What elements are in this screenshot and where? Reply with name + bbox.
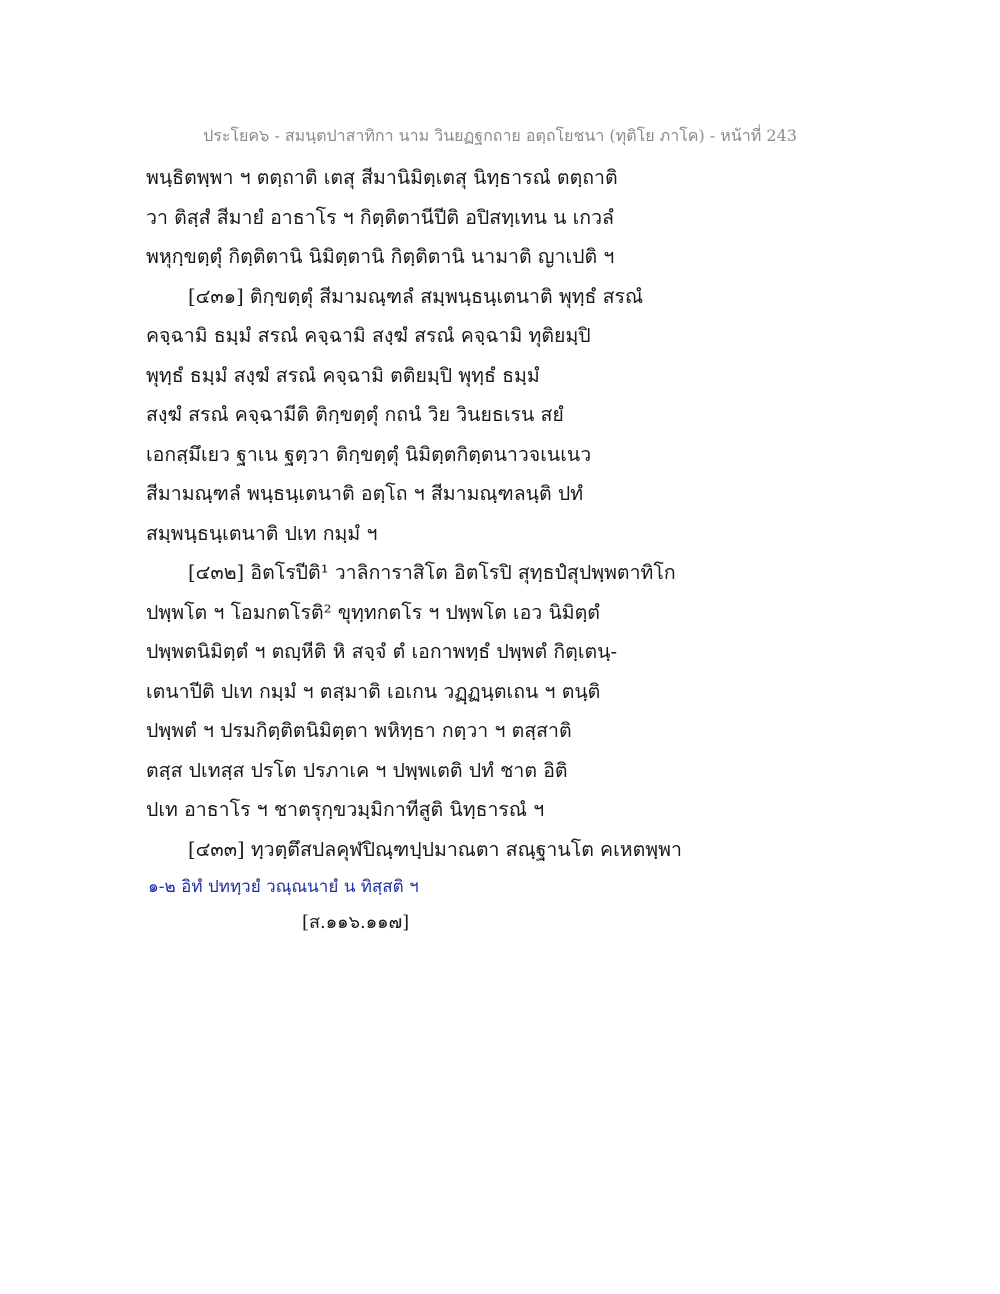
text-line: วา ติสฺสํ สีมายํ อาธาโร ฯ กิตฺติตานีปีติ อปิสทฺเทน น เกวลํ <box>146 205 615 229</box>
paragraph-start-433: [๔๓๓] ทฺวตฺตึสปลคุฬปิณฺฑปฺปมาณตา สณฺฐานโต คเหตพฺพา <box>188 837 682 861</box>
text-line: เอกสฺมึเยว ฐาเน ฐตฺวา ติกฺขตฺตุํ นิมิตฺตกิตฺตนาวจเนเนว <box>146 442 592 466</box>
text-line: พหุกฺขตฺตุํ กิตฺติตานิ นิมิตฺตานิ กิตฺติตานิ นามาติ ญาเปติ ฯ <box>146 245 615 268</box>
text-line: เตนาปีติ ปเท กมฺมํ ฯ ตสฺมาติ เอเกน วฏฺฏนฺตเถน ฯ ตนฺติ <box>146 679 601 703</box>
text-line: สีมามณฺฑลํ พนฺธนฺเตนาติ อตฺโถ ฯ สีมามณฺฑลนฺติ ปทํ <box>146 482 584 505</box>
text-line: ปพฺพตํ ฯ ปรมกิตฺติตนิมิตฺตา พหิทฺธา กตฺวา ฯ ตสฺสาติ <box>146 719 572 742</box>
text-line: พนฺธิตพฺพา ฯ ตตฺถาติ เตสุ สีมานิมิตฺเตสุ นิทฺธารณํ ตตฺถาติ <box>146 166 618 189</box>
text-line: ปพฺพโต ฯ โอมกตโรติ² ขุทฺทกตโร ฯ ปพฺพโต เอว นิมิตฺตํ <box>146 600 600 624</box>
page-reference: [ส.๑๑๖.๑๑๗] <box>302 912 410 933</box>
body-text <box>146 158 866 941</box>
text-line: ตสฺส ปเทสฺส ปรโต ปรภาเค ฯ ปพฺพเตติ ปทํ ชาต อิติ <box>146 758 568 782</box>
text-line: ปเท อาธาโร ฯ ชาตรุกฺขวมฺมิกาทีสูติ นิทฺธารณํ ฯ <box>146 798 545 821</box>
text-line: สงฺฆํ สรณํ คจฺฉามีติ ติกฺขตฺตุํ กถนํ วิย วินยธเรน สยํ <box>146 403 564 426</box>
paragraph-start-432: [๔๓๒] อิตโรปีติ¹ วาลิการาสิโต อิตโรปิ สุทฺธปํสุปพฺพตาทิโก <box>188 561 676 584</box>
text-line: สมฺพนฺธนฺเตนาติ ปเท กมฺมํ ฯ <box>146 521 378 545</box>
paragraph-start-431: [๔๓๑] ติกฺขตฺตุํ สีมามณฺฑลํ สมฺพนฺธนฺเตนาติ พุทฺธํ สรณํ <box>188 284 644 308</box>
running-header: ประโยค๖ - สมนฺตปาสาทิกา นาม วินยฏฐกถาย อตฺถโยชนา (ทุติโย ภาโค) - หน้าที่ 243 <box>203 126 797 145</box>
text-line: พุทฺธํ ธมฺมํ สงฺฆํ สรณํ คจฺฉามิ ตติยมฺปิ พุทฺธํ ธมฺมํ <box>146 363 540 387</box>
text-line: คจฺฉามิ ธมฺมํ สรณํ คจฺฉามิ สงฺฆํ สรณํ คจฺฉามิ ทุติยมฺปิ <box>146 324 591 347</box>
text-line: ปพฺพตนิมิตฺตํ ฯ ตญฺหีติ หิ สจฺจํ ตํ เอกาพทฺธํ ปพฺพตํ กิตฺเตนฺ- <box>146 640 618 663</box>
footnote: ๑-๒ อิทํ ปททฺวยํ วณฺณนายํ น ทิสฺสติ ฯ <box>148 877 419 897</box>
